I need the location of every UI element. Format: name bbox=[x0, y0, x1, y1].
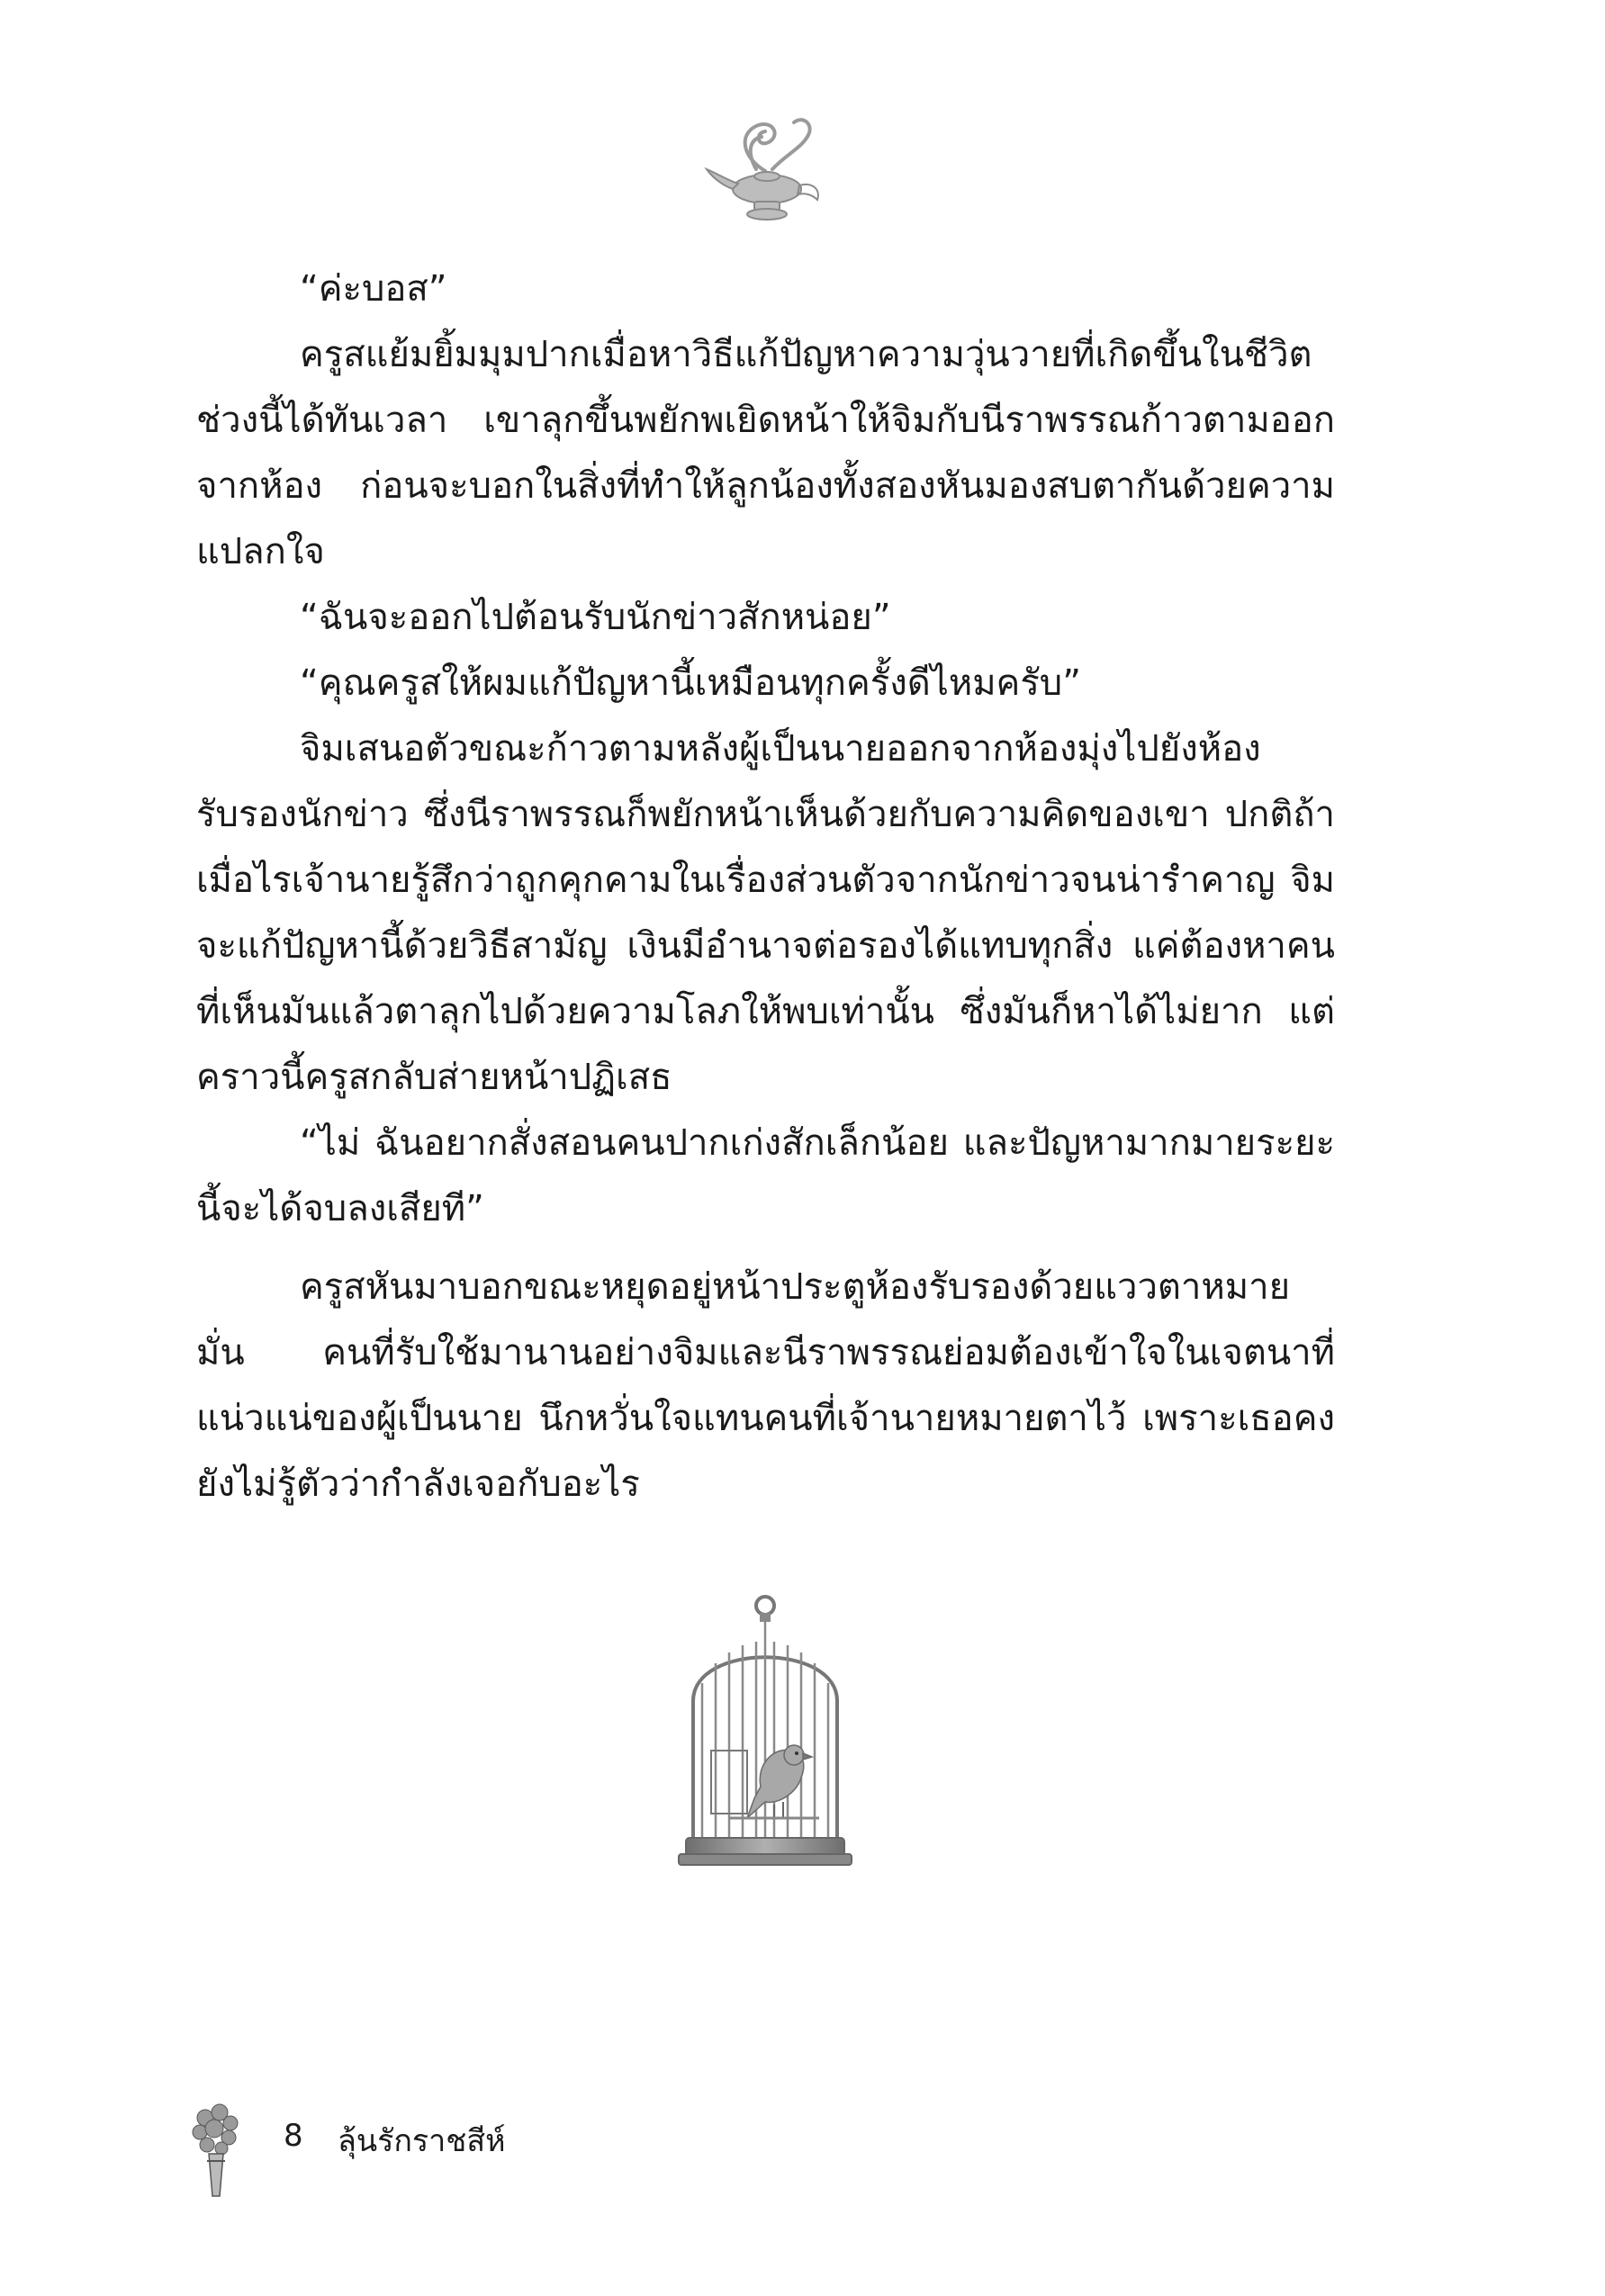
flower-bouquet-icon bbox=[189, 2102, 243, 2201]
birdcage-icon bbox=[675, 1593, 855, 1872]
book-title: ลุ้นรักราชสีห์ bbox=[338, 2123, 506, 2159]
page-number: 8 bbox=[284, 2118, 303, 2154]
paragraph-4: “คุณครูสให้ผมแก้ปัญหานี้เหมือนทุกครั้งดีไหมครับ” bbox=[300, 662, 1081, 704]
page-footer bbox=[189, 2102, 729, 2174]
body-text bbox=[196, 257, 1335, 1517]
paragraph-7: ครูสหันมาบอกขณะหยุดอยู่หน้าประตูห้องรับรองด้วยแววตาหมายมั่น คนที่รับใช้มานานอย่างจิมและนีราพรรณย่อมต้องเข้าใจในเจตนาที่แน่วแน่ของผู้เป็นนาย นึกหวั่นใจแทนคนที่เจ้านายหมายตาไว้ เพราะเธอคงยังไม่รู้ตัวว่ากำลังเจอกับอะไร bbox=[196, 1266, 1335, 1505]
paragraph-2: ครูสแย้มยิ้มมุมปากเมื่อหาวิธีแก้ปัญหาความวุ่นวายที่เกิดขึ้นในชีวิตช่วงนี้ได้ทันเวลา เขาลุกขึ้นพยักพเยิดหน้าให้จิมกับนีราพรรณก้าวตามออกจากห้อง ก่อนจะบอกในสิ่งที่ทำให้ลูกน้องทั้งสองหันมองสบตากันด้วยความแปลกใจ bbox=[196, 334, 1335, 572]
paragraph-1: “ค่ะบอส” bbox=[300, 268, 447, 310]
genie-lamp-icon bbox=[702, 99, 828, 234]
paragraph-3: “ฉันจะออกไปต้อนรับนักข่าวสักหน่อย” bbox=[300, 597, 891, 638]
paragraph-5: จิมเสนอตัวขณะก้าวตามหลังผู้เป็นนายออกจากห้องมุ่งไปยังห้องรับรองนักข่าว ซึ่งนีราพรรณก็พยักหน้าเห็นด้วยกับความคิดของเขา ปกติถ้าเมื่อไรเจ้านายรู้สึกว่าถูกคุกคามในเรื่องส่วนตัวจากนักข่าวจนน่ารำคาญ จิมจะแก้ปัญหานี้ด้วยวิธีสามัญ เงินมีอำนาจต่อรองได้แทบทุกสิ่ง แค่ต้องหาคนที่เห็นมันแล้วตาลุกไปด้วยความโลภให้พบเท่านั้น ซึ่งมันก็หาได้ไม่ยาก แต่คราวนี้ครูสกลับส่ายหน้าปฏิเสธ bbox=[196, 728, 1335, 1098]
paragraph-6: “ไม่ ฉันอยากสั่งสอนคนปากเก่งสักเล็กน้อย และปัญหามากมายระยะนี้จะได้จบลงเสียที” bbox=[196, 1122, 1335, 1229]
